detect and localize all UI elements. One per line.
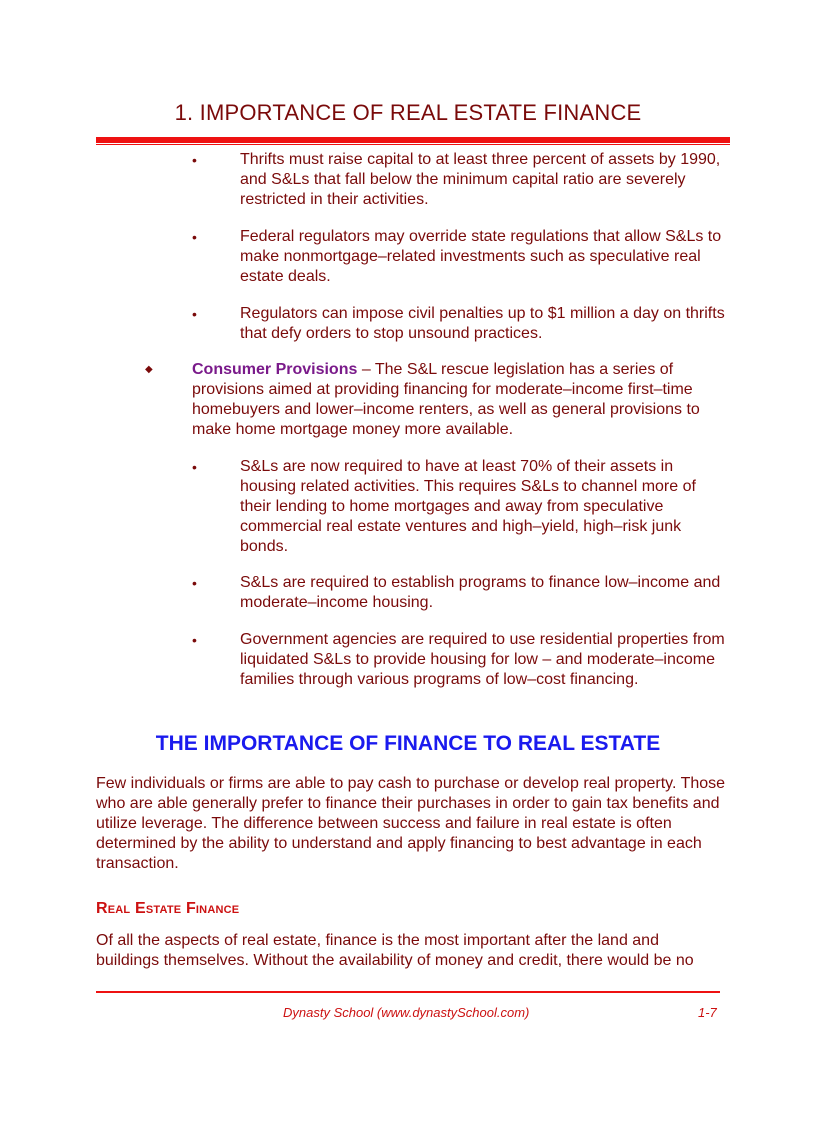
footer-page-number: 1-7 — [698, 1005, 717, 1020]
bullet-icon: • — [192, 306, 197, 322]
consumer-provisions-term: Consumer Provisions — [192, 361, 358, 378]
subsection-heading: Real Estate Finance — [96, 900, 240, 917]
bullet-text: Regulators can impose civil penalties up to $1 million a day on thrifts that defy orders to stop unsound practices. — [240, 305, 725, 342]
bullet-icon: • — [192, 632, 197, 648]
bullet-icon: • — [192, 459, 197, 475]
bullet-icon: • — [192, 152, 197, 168]
bullet-text: S&Ls are now required to have at least 70% of their assets in housing related activities. This requires S&Ls to channel more of their lending to home mortgages and away from speculative commercial real estate ventures and high–yield, high–risk junk bonds. — [240, 458, 696, 555]
bullet-text: Government agencies are required to use residential properties from liquidated S&Ls to provide housing for low – and moderate–income families through various programs of low–cost financing. — [240, 631, 725, 688]
subsection-paragraph: Of all the aspects of real estate, finance is the most important after the land and buildings themselves. Without the availability of money and credit, there would be no — [96, 932, 694, 969]
bullet-text: Thrifts must raise capital to at least three percent of assets by 1990, and S&Ls that fall below the minimum capital ratio are severely restricted in their activities. — [240, 151, 721, 208]
section-paragraph: Few individuals or firms are able to pay cash to purchase or develop real property. Those who are able generally prefer to finance their purchases in order to gain tax benefits and utilize leverage. The difference between success and failure in real estate is often determined by the ability to understand and apply financing to best advantage in each transaction. — [96, 775, 726, 872]
consumer-provisions-body: – The S&L rescue legislation has a series of provisions aimed at providing financing for moderate–income first–time homebuyers and lower–income renters, as well as general provisions to make home mortgage money more available. — [192, 361, 700, 438]
page-title: 1. IMPORTANCE OF REAL ESTATE FINANCE — [174, 100, 642, 125]
title-rule — [96, 137, 730, 143]
consumer-provisions-text — [192, 360, 732, 440]
bullet-text: Federal regulators may override state regulations that allow S&Ls to make nonmortgage–related investments such as speculative real estate deals. — [240, 228, 722, 285]
diamond-bullet-icon: ◆ — [145, 364, 153, 375]
title-rule-thin — [96, 144, 730, 145]
section-heading: THE IMPORTANCE OF FINANCE TO REAL ESTATE — [155, 732, 661, 755]
bullet-text: S&Ls are required to establish programs to finance low–income and moderate–income housing. — [240, 574, 721, 611]
footer-school: Dynasty School (www.dynastySchool.com) — [283, 1005, 530, 1020]
bullet-icon: • — [192, 229, 197, 245]
footer-rule — [96, 991, 720, 993]
bullet-icon: • — [192, 575, 197, 591]
